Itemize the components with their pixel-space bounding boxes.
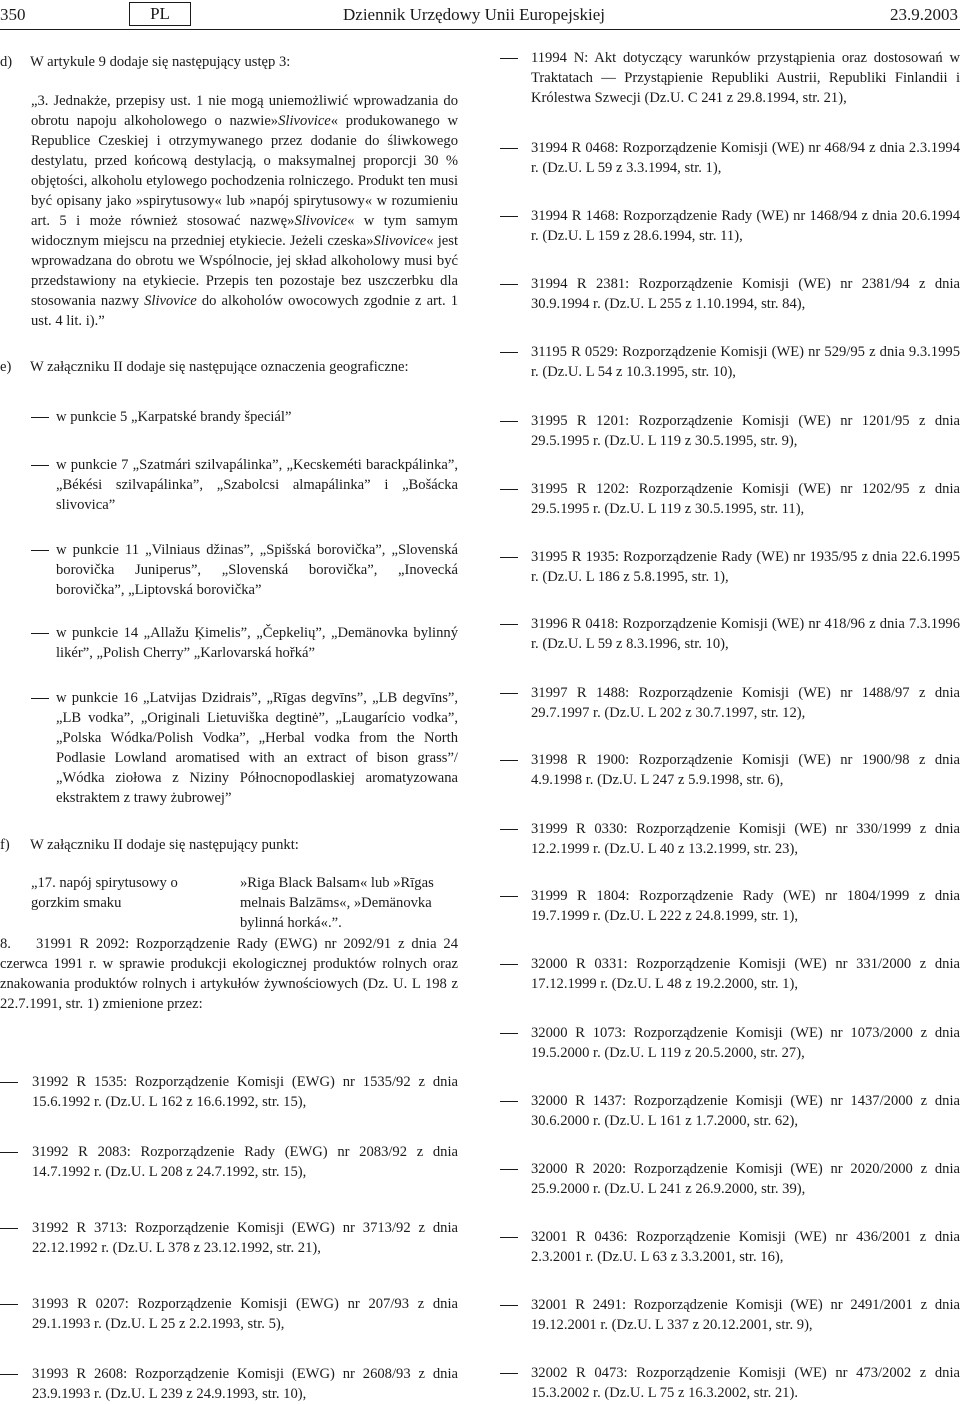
list-item-text: 31993 R 2608: Rozporządzenie Komisji (EWG) nr 2608/93 z dnia 23.9.1993 r. (Dz.U. L 239 z 24.9.1993, str. 10), [32,1366,458,1402]
dash-marker [500,479,518,499]
dash-marker [500,138,518,158]
list-item-text: 32000 R 1073: Rozporządzenie Komisji (WE) nr 1073/2000 z dnia 19.5.2000 r. (Dz.U. L 119 z 20.5.2000, str. 27), [531,1025,960,1061]
dash-marker [0,1072,18,1092]
dash-marker [0,1364,18,1384]
list-item [500,954,960,994]
journal-header [0,0,960,28]
dash-marker [500,886,518,906]
dash-marker [31,540,49,560]
point-d-text: W artykule 9 dodaje się następujący ustęp 3: [30,54,291,70]
dash-marker [31,455,49,475]
list-item [500,206,960,246]
list-item [0,1072,458,1112]
list-item-text: 31999 R 1804: Rozporządzenie Rady (WE) nr 1804/1999 z dnia 19.7.1999 r. (Dz.U. L 222 z 24.8.1999, str. 1), [531,888,960,924]
list-item [500,614,960,654]
list-item-text: w punkcie 14 „Allažu Ķimelis”, „Čepkelių”, „Demänovka bylinný likér”, „Polish Cherry” „Karlovarská hořká” [56,625,458,661]
list-item [500,819,960,859]
dash-marker [500,683,518,703]
list-item-text: 32001 R 0436: Rozporządzenie Komisji (WE) nr 436/2001 z dnia 2.3.2001 r. (Dz.U. L 63 z 3.3.2001, str. 16), [531,1229,960,1265]
list-item [500,479,960,519]
point-f-item-name: „17. napój spirytusowy o gorzkim smaku [31,875,178,911]
list-item [500,274,960,314]
dash-marker [500,1159,518,1179]
list-item [31,455,458,515]
dash-marker [0,1218,18,1238]
dash-marker [500,819,518,839]
dash-marker [500,614,518,634]
dash-marker [500,547,518,567]
list-item [500,1227,960,1267]
list-item-text: w punkcie 11 „Vilniaus džinas”, „Spišská borovička”, „Slovenská borovička Juniperus”, „Slovenská borovička”, „Inovecká borovička”, „Liptovská borovička” [56,542,458,598]
list-item-text: 11994 N: Akt dotyczący warunków przystąpienia oraz dostosowań w Traktatach — Przystąpienie Republiki Austrii, Republiki Finlandii i Królestwa Szwecji (Dz.U. C 241 z 29.8.1994, str. 21), [531,50,960,106]
list-item-text: 32000 R 0331: Rozporządzenie Komisji (WE) nr 331/2000 z dnia 17.12.1999 r. (Dz.U. L 48 z 19.2.2000, str. 1), [531,956,960,992]
dash-marker [31,623,49,643]
point-e-intro [0,357,458,377]
dash-marker [500,48,518,68]
dash-marker [500,274,518,294]
dash-marker [500,750,518,770]
point-e-label: e) [0,359,12,375]
list-item-text: 31994 R 2381: Rozporządzenie Komisji (WE) nr 2381/94 z dnia 30.9.1994 r. (Dz.U. L 255 z 1.10.1994, str. 84), [531,276,960,312]
dash-marker [500,411,518,431]
point-f-intro [0,835,458,855]
dash-marker [500,1023,518,1043]
point-d-label: d) [0,54,13,70]
dash-marker [500,1363,518,1383]
dash-marker [500,1227,518,1247]
list-item-text: w punkcie 7 „Szatmári szilvapálinka”, „Kecskeméti barackpálinka”, „Békési szilvapálinka”, „Szabolcsi almapálinka” i „Bošácka slivovica” [56,457,458,513]
list-item-text: 32001 R 2491: Rozporządzenie Komisji (WE) nr 2491/2001 z dnia 19.12.2001 r. (Dz.U. L 337 z 20.12.2001, str. 9), [531,1297,960,1333]
dash-marker [0,1294,18,1314]
list-item [500,1023,960,1063]
dash-marker [500,1091,518,1111]
list-item [0,1142,458,1182]
point-d-quoted-paragraph: „3. Jednakże, przepisy ust. 1 nie mogą uniemożliwić wprowadzania do obrotu napoju alkoholowego o nazwie»Slivovice« produkowanego w Republice Czeskiej i otrzymywanego przez dodanie do śliwkowego destylatu, przed końcową destylacją, o maksymalnej proporcji 30 % objętości, alkoholu etylowego pochodzenia rolniczego. Produkt ten musi być opisany jako »spirytusowy« lub »napój spirytusowy« w rozumieniu art. 5 i może również stosować nazwę»Slivovice« w tym samym widocznym miejscu na przedniej etykiecie. Jeżeli czeska»Slivovice« jest wprowadzana do obrotu we Wspólnocie, jej skład alkoholowy musi być przedstawiony na etykiecie. Przepis ten pozostaje bez uszczerbku dla stosowania nazwy Slivovice do alkoholów owocowych zgodnie z art. 1 ust. 4 lit. i).” [31,93,458,329]
list-item-text: 32002 R 0473: Rozporządzenie Komisji (WE) nr 473/2002 z dnia 15.3.2002 r. (Dz.U. L 75 z 16.3.2002, str. 21). [531,1365,960,1401]
dash-marker [500,954,518,974]
point-f-item-value: »Riga Black Balsam« lub »Rīgas melnais Balzāms«, »Demänovka bylinná horká«.”. [240,875,434,931]
list-item-text: 31997 R 1488: Rozporządzenie Komisji (WE) nr 1488/97 z dnia 29.7.1997 r. (Dz.U. L 202 z 30.7.1997, str. 12), [531,685,960,721]
section-8-text: 31991 R 2092: Rozporządzenie Rady (EWG) nr 2092/91 z dnia 24 czerwca 1991 r. w sprawie produkcji ekologicznej produktów rolnych oraz znakowania produktów rolnych i artykułów żywnościowych (Dz. U. L 198 z 22.7.1991, str. 1) zmienione przez: [0,936,458,1012]
point-e-text: W załączniku II dodaje się następujące oznaczenia geograficzne: [30,359,409,375]
dash-marker [500,342,518,362]
list-item-text: 32000 R 1437: Rozporządzenie Komisji (WE) nr 1437/2000 z dnia 30.6.2000 r. (Dz.U. L 161 z 1.7.2000, str. 62), [531,1093,960,1129]
list-item-text: 31999 R 0330: Rozporządzenie Komisji (WE) nr 330/1999 z dnia 12.2.1999 r. (Dz.U. L 40 z 13.2.1999, str. 23), [531,821,960,857]
dash-marker [31,688,49,708]
language-code-box: PL [129,2,191,26]
list-item [0,1294,458,1334]
list-item-text: 31995 R 1935: Rozporządzenie Rady (WE) nr 1935/95 z dnia 22.6.1995 r. (Dz.U. L 186 z 5.8.1995, str. 1), [531,549,960,585]
list-item [500,138,960,178]
list-item [500,886,960,926]
issue-date: 23.9.2003 [890,5,958,24]
list-item-text: 31992 R 3713: Rozporządzenie Komisji (EWG) nr 3713/92 z dnia 22.12.1992 r. (Dz.U. L 378 z 23.12.1992, str. 21), [32,1220,458,1256]
list-item [0,1218,458,1258]
dash-marker [500,1295,518,1315]
list-item-text: 31992 R 2083: Rozporządzenie Rady (EWG) nr 2083/92 z dnia 14.7.1992 r. (Dz.U. L 208 z 24.7.1992, str. 15), [32,1144,458,1180]
section-8-label: 8. [0,936,11,952]
list-item [500,683,960,723]
list-item [500,547,960,587]
list-item-text: 31995 R 1201: Rozporządzenie Komisji (WE) nr 1201/95 z dnia 29.5.1995 r. (Dz.U. L 119 z 30.5.1995, str. 9), [531,413,960,449]
list-item [0,1364,458,1404]
list-item [31,623,458,663]
list-item-text: 31992 R 1535: Rozporządzenie Komisji (EWG) nr 1535/92 z dnia 15.6.1992 r. (Dz.U. L 162 z 16.6.1992, str. 15), [32,1074,458,1110]
header-rule [0,29,960,30]
journal-title: Dziennik Urzędowy Unii Europejskiej [343,5,606,24]
list-item [500,750,960,790]
point-d-intro [0,52,458,72]
list-item-text: 31996 R 0418: Rozporządzenie Komisji (WE) nr 418/96 z dnia 7.3.1996 r. (Dz.U. L 59 z 8.3.1996, str. 10), [531,616,960,652]
dash-marker [31,407,49,427]
list-item [500,411,960,451]
list-item [500,1159,960,1199]
list-item [31,540,458,600]
point-f-label: f) [0,837,10,853]
list-item-text: 31994 R 1468: Rozporządzenie Rady (WE) nr 1468/94 z dnia 20.6.1994 r. (Dz.U. L 159 z 28.6.1994, str. 11), [531,208,960,244]
list-item-text: 31995 R 1202: Rozporządzenie Komisji (WE) nr 1202/95 z dnia 29.5.1995 r. (Dz.U. L 119 z 30.5.1995, str. 11), [531,481,960,517]
list-item [500,342,960,382]
list-item [31,407,458,427]
list-item-text: 31994 R 0468: Rozporządzenie Komisji (WE) nr 468/94 z dnia 2.3.1994 r. (Dz.U. L 59 z 3.3.1994, str. 1), [531,140,960,176]
dash-marker [0,1142,18,1162]
list-item-text: w punkcie 16 „Latvijas Dzidrais”, „Rīgas degvīns”, „LB degvīns”, „LB vodka”, „Originali Lietuviška degtinė”, „Laugarício vodka”, „Polska Wódka/Polish Vodka”, „Herbal vodka from the North Podlasie Lowland aromatised with an extract of bison grass”/„Wódka ziołowa z Niziny Północnopodlaskiej aromatyzowana ekstraktem z trawy żubrowej” [56,690,458,806]
list-item-text: 31998 R 1900: Rozporządzenie Komisji (WE) nr 1900/98 z dnia 4.9.1998 r. (Dz.U. L 247 z 5.9.1998, str. 6), [531,752,960,788]
list-item-text: w punkcie 5 „Karpatské brandy špeciál” [56,409,292,425]
list-item [500,1091,960,1131]
page-number: 350 [0,5,26,24]
list-item [500,48,960,108]
list-item [31,688,458,808]
section-8 [0,934,458,1014]
dash-marker [500,206,518,226]
list-item-text: 31993 R 0207: Rozporządzenie Komisji (EWG) nr 207/93 z dnia 29.1.1993 r. (Dz.U. L 25 z 2.2.1993, str. 5), [32,1296,458,1332]
list-item-text: 32000 R 2020: Rozporządzenie Komisji (WE) nr 2020/2000 z dnia 25.9.2000 r. (Dz.U. L 241 z 26.9.2000, str. 39), [531,1161,960,1197]
list-item-text: 31195 R 0529: Rozporządzenie Komisji (WE) nr 529/95 z dnia 9.3.1995 r. (Dz.U. L 54 z 10.3.1995, str. 10), [531,344,960,380]
list-item [500,1363,960,1403]
list-item [500,1295,960,1335]
point-f-text: W załączniku II dodaje się następujący punkt: [30,837,299,853]
